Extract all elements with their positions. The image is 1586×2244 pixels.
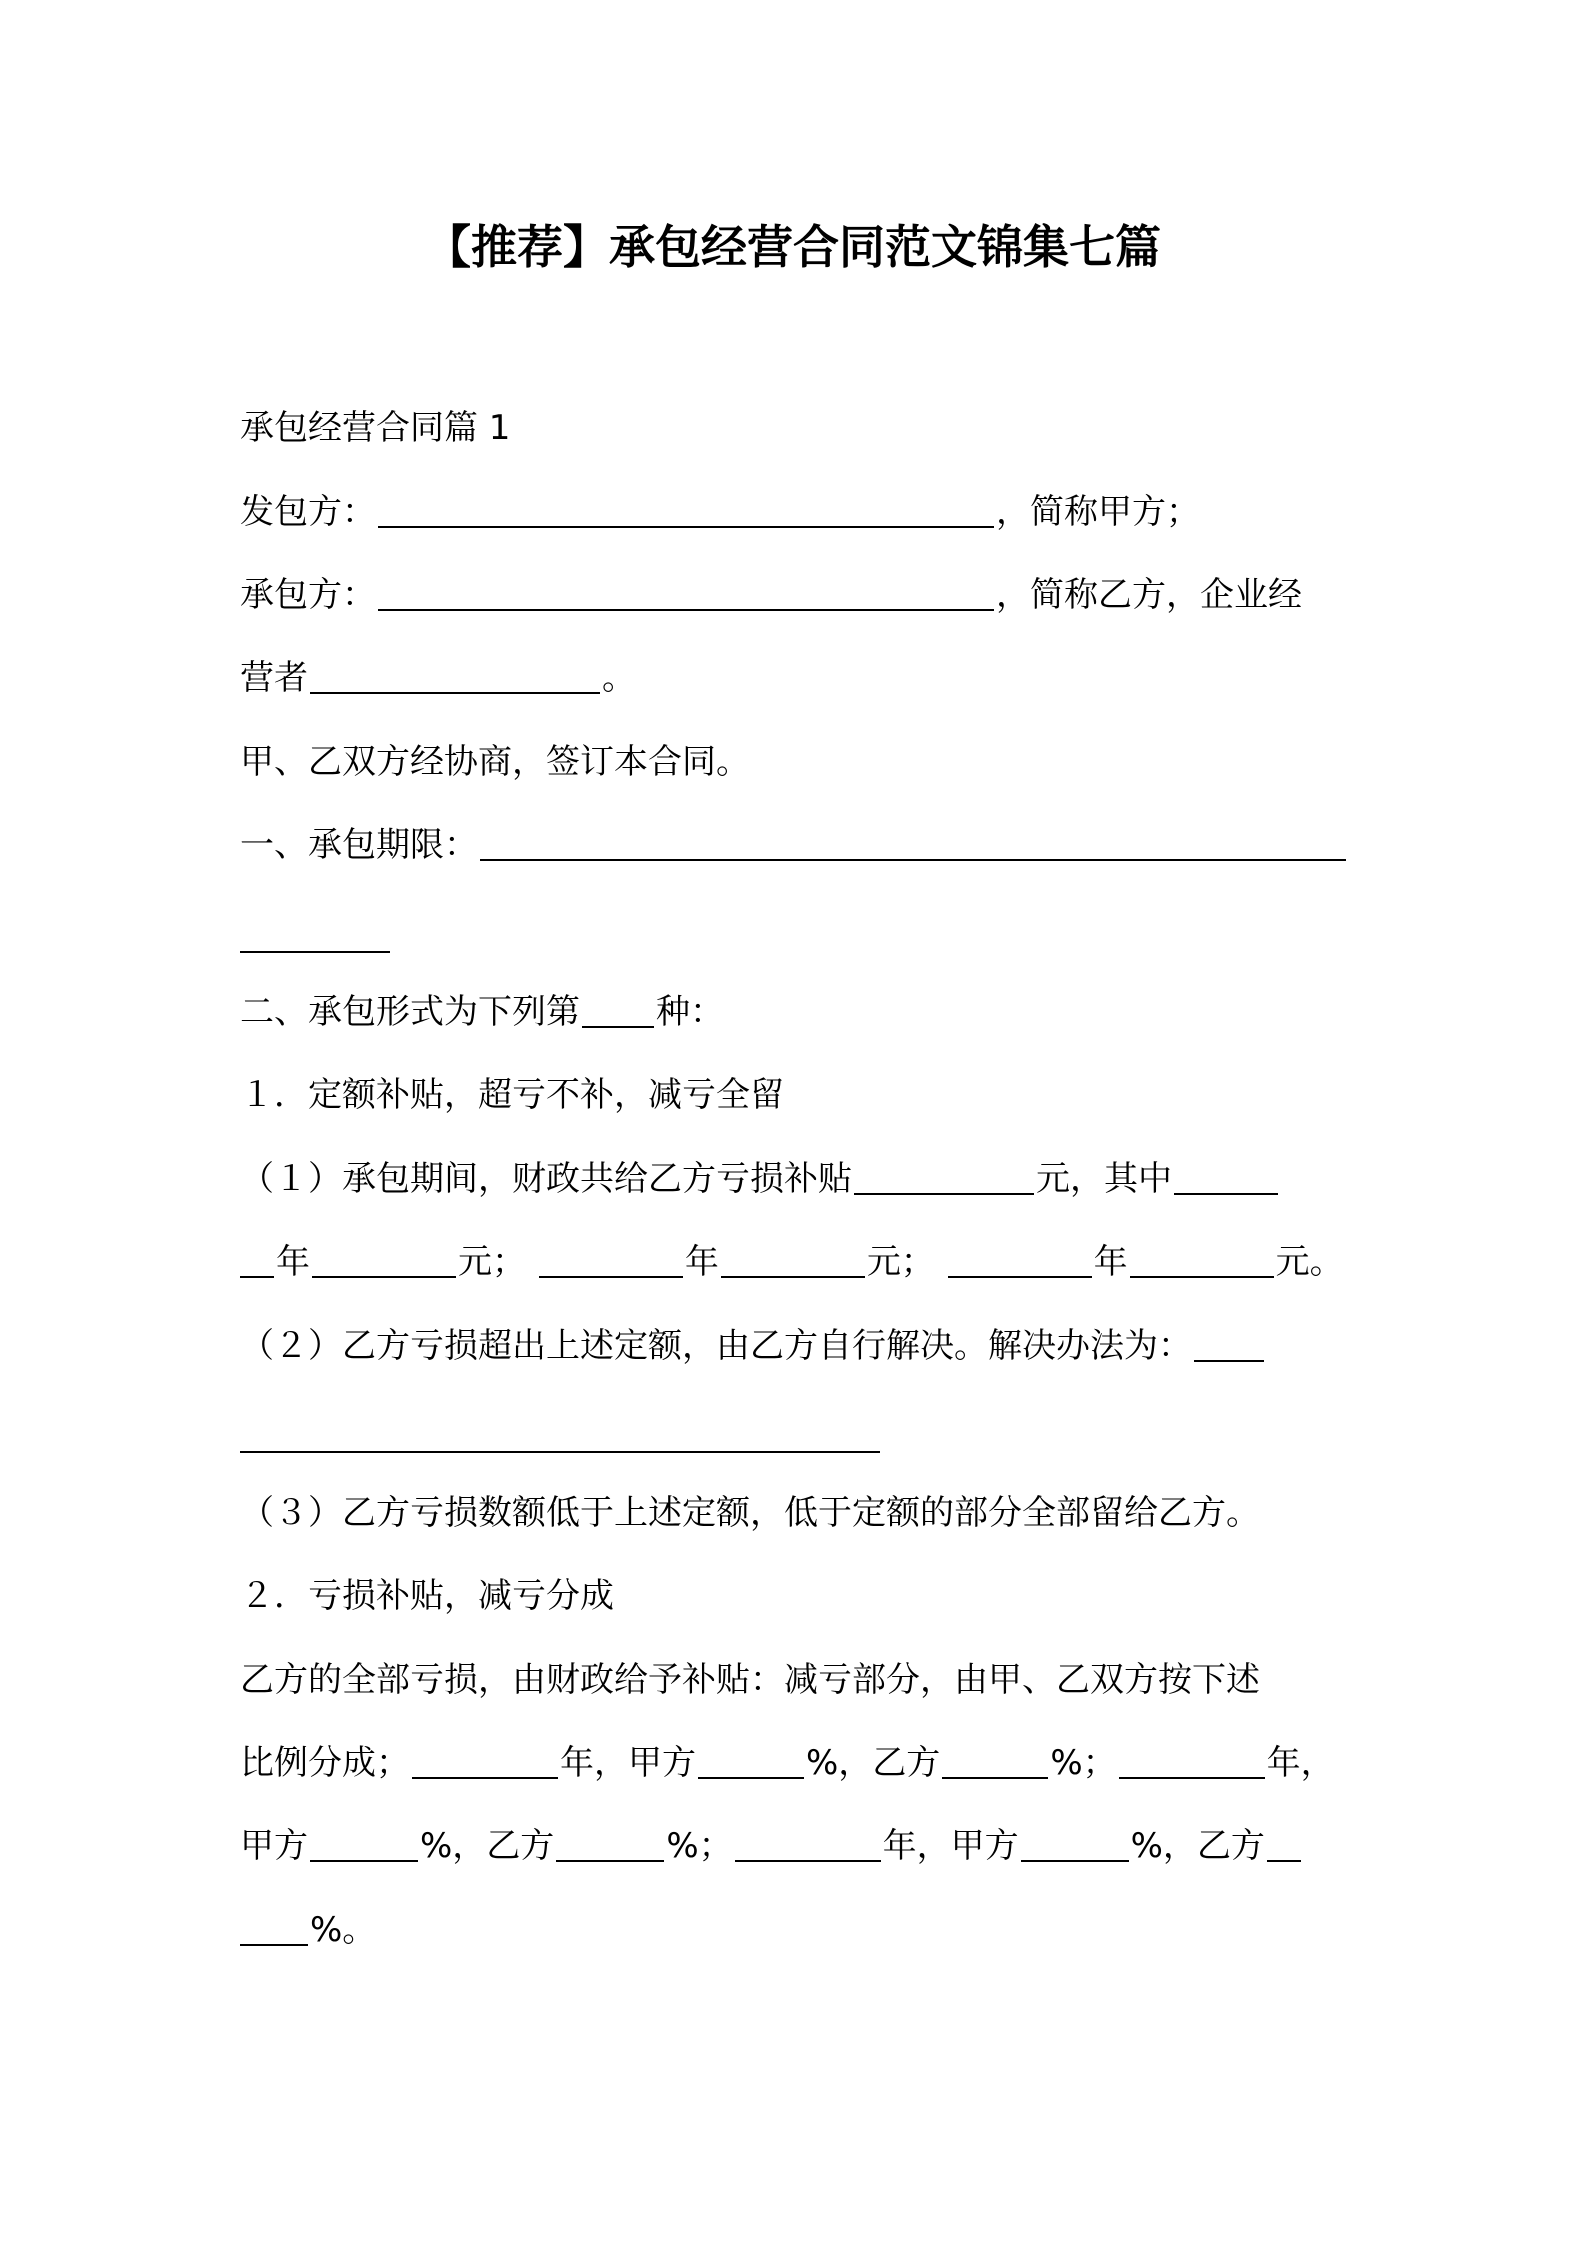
ratio-party-a-2-blank[interactable] (310, 1820, 418, 1862)
ratio-year-1-label: 年， (560, 1743, 628, 1783)
sub-3-text: （３）乙方亏损数额低于上述定额，低于定额的部分全部留给乙方。 (240, 1493, 1260, 1533)
year-1-blank-end[interactable] (240, 1236, 274, 1278)
ratio-line-1 (240, 1737, 1350, 1789)
chengbao-label: 承包方： (240, 575, 376, 615)
agreement-line (240, 736, 1350, 788)
ratio-party-a-1: 甲方 (628, 1743, 696, 1783)
item-2 (240, 1570, 1350, 1622)
document-title: 【推荐】承包经营合同范文锦集七篇 (425, 220, 1161, 274)
yuan-1-label: 元； (458, 1242, 526, 1282)
operator-name-blank[interactable] (310, 652, 600, 694)
ratio-line-3 (240, 1904, 1350, 1956)
year-2-amount-blank[interactable] (721, 1236, 865, 1278)
section-heading-text: 承包经营合同篇 1 (240, 408, 511, 448)
year-2-blank[interactable] (539, 1236, 683, 1278)
item-2-description-text: 乙方的全部亏损，由财政给予补贴：减亏部分，由甲、乙双方按下述 (240, 1660, 1260, 1700)
ratio-line-2 (240, 1820, 1350, 1872)
year-1-label: 年 (276, 1242, 310, 1282)
operator-line (240, 652, 1350, 704)
year-2-label: 年 (684, 1242, 719, 1282)
year-3-blank[interactable] (948, 1236, 1092, 1278)
form-prefix: 二、承包形式为下列第 (240, 992, 580, 1032)
fabao-label: 发包方： (240, 492, 376, 532)
ratio-prefix: 比例分成； (240, 1743, 410, 1783)
ratio-percent-1b: %； (1050, 1743, 1117, 1783)
ratio-party-b-1: 乙方 (872, 1743, 941, 1783)
ratio-party-b-2: 乙方 (486, 1826, 555, 1866)
resolution-blank-continuation[interactable] (240, 1451, 880, 1453)
sub-1-mid: 元，其中 (1036, 1159, 1172, 1199)
fabao-suffix: ，简称甲方； (996, 492, 1200, 532)
ratio-party-b-2-blank[interactable] (556, 1820, 664, 1862)
ratio-year-2-label: 年， (1266, 1743, 1335, 1783)
term-blank[interactable] (480, 819, 1346, 861)
sub-item-1 (240, 1153, 1350, 1205)
yuan-3-label: 元。 (1275, 1242, 1344, 1282)
ratio-party-a-3-blank[interactable] (1021, 1820, 1129, 1862)
ratio-party-a-3: 甲方 (950, 1826, 1019, 1866)
sub-2-text: （２）乙方亏损超出上述定额，由乙方自行解决。解决办法为： (240, 1326, 1192, 1366)
item-2-description (240, 1654, 1350, 1706)
form-suffix: 种： (656, 992, 724, 1032)
ratio-percent-3b: %。 (310, 1910, 377, 1950)
sub-item-2 (240, 1320, 1350, 1372)
year-1-amount-blank[interactable] (312, 1236, 456, 1278)
operator-suffix: 。 (602, 658, 636, 698)
ratio-percent-2b: %； (666, 1826, 733, 1866)
term-line (240, 819, 1350, 871)
chengbao-suffix: ，简称乙方，企业经 (996, 575, 1302, 615)
chengbao-name-blank[interactable] (378, 569, 994, 611)
term-blank-continuation[interactable] (240, 951, 390, 953)
form-choice-blank[interactable] (582, 986, 654, 1028)
ratio-party-b-3-blank-end[interactable] (240, 1904, 308, 1946)
resolution-blank-start[interactable] (1194, 1320, 1264, 1362)
ratio-year-3-label: 年， (882, 1826, 951, 1866)
sub-item-3 (240, 1487, 1350, 1539)
term-label: 一、承包期限： (240, 825, 478, 865)
ratio-party-b-3-blank-start[interactable] (1267, 1820, 1301, 1862)
item-1 (240, 1069, 1350, 1121)
ratio-party-b-3: 乙方 (1196, 1826, 1265, 1866)
form-line (240, 986, 1350, 1038)
ratio-percent-3a: %， (1130, 1826, 1197, 1866)
agreement-text: 甲、乙双方经协商，签订本合同。 (240, 742, 750, 782)
ratio-party-a-2: 甲方 (240, 1826, 308, 1866)
contract-party-fabao (240, 486, 1350, 538)
ratio-year-1-blank[interactable] (412, 1737, 558, 1779)
sub-1-prefix: （１）承包期间，财政共给乙方亏损补贴 (240, 1159, 852, 1199)
item-1-text: １．定额补贴，超亏不补，减亏全留 (240, 1075, 784, 1115)
ratio-party-a-1-blank[interactable] (698, 1737, 804, 1779)
operator-label: 营者 (240, 658, 308, 698)
contract-party-chengbao (240, 569, 1350, 621)
ratio-year-3-blank[interactable] (735, 1820, 881, 1862)
ratio-party-b-1-blank[interactable] (942, 1737, 1048, 1779)
year-breakdown-line (240, 1236, 1350, 1288)
fabao-name-blank[interactable] (378, 486, 994, 528)
year-3-amount-blank[interactable] (1130, 1236, 1274, 1278)
ratio-percent-2a: %， (420, 1826, 487, 1866)
yuan-2-label: 元； (866, 1242, 935, 1282)
year-1-blank-start[interactable] (1174, 1153, 1278, 1195)
section-heading (240, 402, 1350, 454)
ratio-year-2-blank[interactable] (1119, 1737, 1265, 1779)
ratio-percent-1a: %， (806, 1743, 873, 1783)
item-2-text: ２．亏损补贴，减亏分成 (240, 1576, 614, 1616)
subsidy-total-blank[interactable] (854, 1153, 1034, 1195)
year-3-label: 年 (1093, 1242, 1128, 1282)
